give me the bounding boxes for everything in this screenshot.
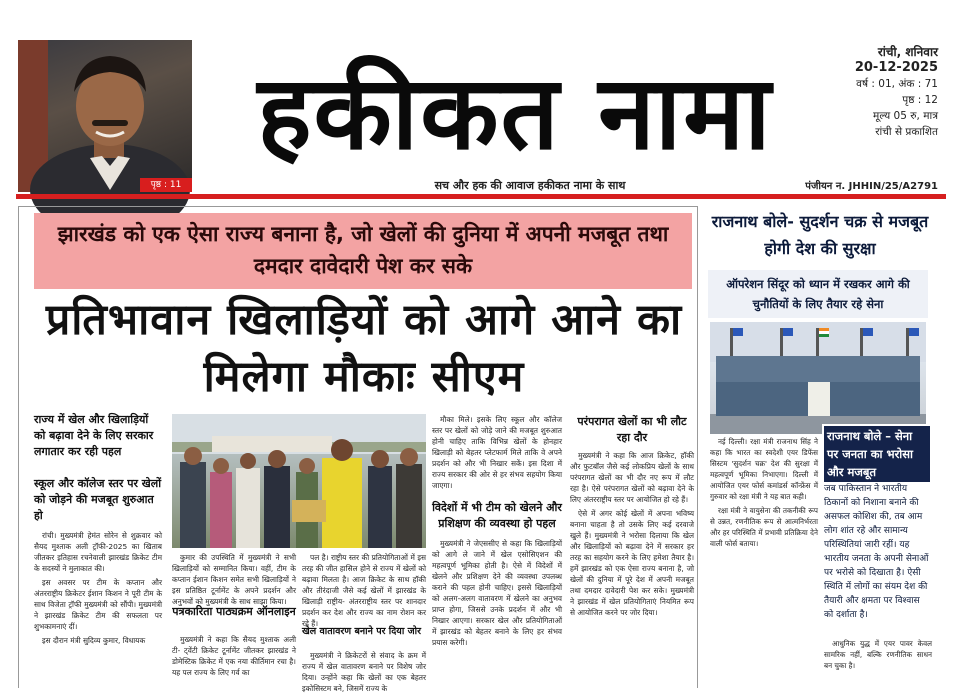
- col2-subhead: पत्रकारिता पाठ्यक्रम ऑनलाइन: [172, 605, 296, 618]
- page-count: पृष्ठ : 12: [902, 94, 938, 106]
- masthead-portrait-photo: [18, 40, 192, 192]
- paragraph: मुख्यमंत्री ने कहा कि सैयद मुश्ताक अली टी- ट्वेंटी क्रिकेट टूर्नामेंट जीतकर झारखंड ने डोमेस्टिक क्रिकेट में एक नया कीर्तिमान रचा है। यह पल राज्य के लिए गर्व का: [172, 635, 296, 677]
- newspaper-title: हकीकत नामा: [257, 54, 773, 173]
- sidebar-kicker: ऑपरेशन सिंदूर को ध्यान में रखकर आगे की चुनौतियों के लिए तैयार रहे सेना: [726, 277, 910, 311]
- defence-minister-group-photo: [710, 322, 926, 434]
- col1-subhead-1: राज्य में खेल और खिलाड़ियों को बढ़ावा देने के लिए सरकार लगातार कर रही पहल: [34, 413, 154, 458]
- paragraph: पल है। राष्ट्रीय स्तर की प्रतियोगिताओं में इस तरह की जीत हासिल होने से राज्य में खेलों को बढ़ावा मिलता है। आज क्रिकेट के साथ हॉकी और तीरंदाजी जैसे कई खेलों में झारखंड के खिलाड़ी राष्ट्रीय- अंतरराष्ट्रीय स्तर पर शानदार प्रदर्शन कर देश और राज्य का नाम रोशन कर रहे हैं।: [302, 553, 426, 628]
- paragraph: रक्षा मंत्री ने वायुसेना की तकनीकी रूप से उन्नत, रणनीतिक रूप से आत्मनिर्भरता और हर परिस्थिति में प्रभावी प्रतिक्रिया देने वाली फोर्स बताया।: [710, 506, 818, 548]
- registration-number: पंजीयन न. JHHIN/25/A2791: [805, 181, 938, 192]
- people-group: [180, 439, 422, 548]
- paragraph: इस दौरान मंत्री सुदिव्य कुमार, विधायक: [42, 636, 146, 645]
- col2b-body: [302, 552, 426, 693]
- lead-kicker: झारखंड को एक ऐसा राज्य बनाना है, जो खेलों की दुनिया में अपनी मजबूत तथा दमदार दावेदारी पेश कर सके: [57, 222, 669, 278]
- paragraph: मौका मिले। इसके लिए स्कूल और कॉलेज स्तर पर खेलों को जोड़े जाने की मजबूत शुरुआत होनी चाहिए ताकि विभिन्न खेलों के होनहार खिलाड़ी को बेहतर प्लेटफार्म मिले ताकि वे अपने प्रदर्शन को और भी निखार सकें। इस दिशा में राज्य सरकार की ओर से हर संभव सहयोग किया जाएगा।: [432, 415, 562, 490]
- col1-subhead-2: स्कूल और कॉलेज स्तर पर खेलों को जोड़ने की मजबूत शुरुआत हो: [34, 477, 162, 522]
- paragraph: नई दिल्ली। रक्षा मंत्री राजनाथ सिंह ने कहा कि भारत का स्वदेशी एयर डिफेंस सिस्टम 'सुदर्शन चक्र' देश की सुरक्षा में महत्वपूर्ण भूमिका निभाएगा। दिल्ली में आयोजित एयर फोर्स कमांडर्स कॉन्फ्रेंस में गुरुवार को रक्षा मंत्री ने यह बात कही।: [710, 437, 818, 501]
- lead-headline: प्रतिभावान खिलाड़ियों को आगे आने का मिलेगा मौकाः सीएम: [45, 295, 683, 402]
- col4-body: [570, 450, 694, 688]
- issue-info: [826, 44, 938, 140]
- price: मूल्य 05 रु, मात्र: [873, 110, 938, 122]
- paragraph: मुख्यमंत्री ने कहा कि आज क्रिकेट, हॉकी और फुटबॉल जैसे कई लोकप्रिय खेलों के साथ परंपरागत खेलों का भी दौर नए रूप में लौट रहा है। ऐसे परंपरागत खेलों को बढ़ावा देने के लिए अंतरराष्ट्रीय स्तर पर आयोजित हो रहे हैं।: [570, 451, 694, 504]
- paragraph: मुख्यमंत्री ने जेएससीए से कहा कि खिलाड़ियों को आगे ले जाने में खेल एसोसिएशन की महत्वपूर्ण भूमिका होती है। ऐसे में विदेशों में खेलने और प्रशिक्षण देने की व्यवस्था उपलब्ध कराने की पहल होनी चाहिए। इससे खिलाड़ियों को अलग-अलग वातावरण में खेलने का अनुभव प्राप्त होगा, जिससे उनके प्रदर्शन में और भी निखार आएगा। सरकार खेल और प्रतियोगिताओं में झारखंड को बेहतर बनाने के लिए हर संभव प्रयास करेगी।: [432, 539, 562, 647]
- sidebar-col2-body: [824, 638, 932, 688]
- photo-page-badge: पृष्ठ : 11: [140, 178, 192, 192]
- sidebar-col1-body: [710, 436, 818, 688]
- col2b-subhead: खेल वातावरण बनाने पर दिया जोर: [302, 626, 421, 637]
- col1-body: [34, 530, 162, 688]
- col3-subhead: विदेशों में भी टीम को खेलने और प्रशिक्षण की व्यवस्था हो पहल: [432, 501, 562, 530]
- volume-issue: वर्ष : 01, अंक : 71: [856, 78, 938, 90]
- sidebar-box-body: जब पाकिस्तान ने भारतीय ठिकानों को निशाना बनाने की असफल कोशिश की, तब आम लोग शांत रहे और सामान्य परिस्थितियां जारी रहीं। यह भारतीय जनता के अपनी सेनाओं पर भरोसे को दिखाता है। ऐसी स्थिति में लोगों का संयम देश की तैयारी और क्षमता पर विश्वास को दर्शाता है।: [824, 484, 929, 620]
- col3-body-top: [432, 414, 562, 496]
- team-with-cm-photo: [172, 414, 426, 548]
- paragraph: ऐसे में अगर कोई खेलों में अपना भविष्य बनाना चाहता है तो उसके लिए कई दरवाजे खुले हैं। मुख्यमंत्री ने भरोसा दिलाया कि खेल और खिलाड़ियों को बढ़ावा देने में सरकार हर तरह का सहयोग करने के लिए हमेशा तैयार है। हमें झारखंड को एक ऐसा राज्य बनाना है, जो खेलों की दुनिया में पूरे देश में अपनी मजबूत तथा दमदार दावेदारी पेश कर सके। मुख्यमंत्री ने झारखंड में खेल प्रतियोगिताएं नियमित रूप से आयोजित करने पर जोर दिया।: [570, 509, 694, 617]
- paragraph: रांची। मुख्यमंत्री हेमंत सोरेन से शुक्रवार को सैयद मुश्ताक अली ट्रॉफी-2025 का खिताब जीतकर इतिहास रचनेवाली झारखंड क्रिकेट टीम के सदस्यों ने मुलाकात की।: [34, 531, 162, 573]
- col4-subhead: परंपरागत खेलों का भी लौट रहा दौर: [577, 415, 687, 444]
- paragraph: आधुनिक युद्ध में एयर पावर केवल सामरिक नहीं, बल्कि रणनीतिक साधन बन चुका है।: [824, 639, 932, 670]
- paragraph: इस अवसर पर टीम के कप्तान और अंतरराष्ट्रीय क्रिकेटर ईशान किशन ने पूरी टीम के साथ विजेता ट्रॉफी मुख्यमंत्री को सौंपी। मुख्यमंत्री ने झारखंड क्रिकेट टीम की सफलता पर शुभकामनाएं दीं।: [34, 578, 162, 631]
- masthead-divider: [16, 194, 946, 199]
- sidebar-box-title: राजनाथ बोले – सेना पर जनता का भरोसा और मजबूत: [824, 426, 930, 482]
- sidebar-headline: राजनाथ बोले- सुदर्शन चक्र से मजबूत होगी देश की सुरक्षा: [711, 212, 929, 258]
- city-day: रांची, शनिवार: [877, 45, 938, 59]
- col3-body: [432, 538, 562, 688]
- col2-body: [172, 552, 296, 688]
- issue-date: 20-12-2025: [854, 60, 938, 75]
- published-from: रांची से प्रकाशित: [875, 126, 938, 138]
- paragraph: कुमार की उपस्थिति में मुख्यमंत्री ने सभी खिलाड़ियों को सम्मानित किया। वहीं, टीम के कप्तान ईशान किशन समेत सभी खिलाड़ियों ने इस प्रतिष्ठित टूर्नामेंट के अपने प्रदर्शन और अनुभवों को मुख्यमंत्री के साथ साझा किया।: [172, 553, 296, 606]
- paragraph: मुख्यमंत्री ने क्रिकेटरों से संवाद के क्रम में राज्य में खेल वातावरण बनाने पर विशेष जोर दिया। उन्होंने कहा कि खेलों का एक बेहतर इकोसिस्टम बने, जिसमें राज्य के: [302, 651, 426, 693]
- newspaper-tagline: सच और हक की आवाज हकीकत नामा के साथ: [434, 179, 626, 192]
- officers-rows: [716, 356, 920, 416]
